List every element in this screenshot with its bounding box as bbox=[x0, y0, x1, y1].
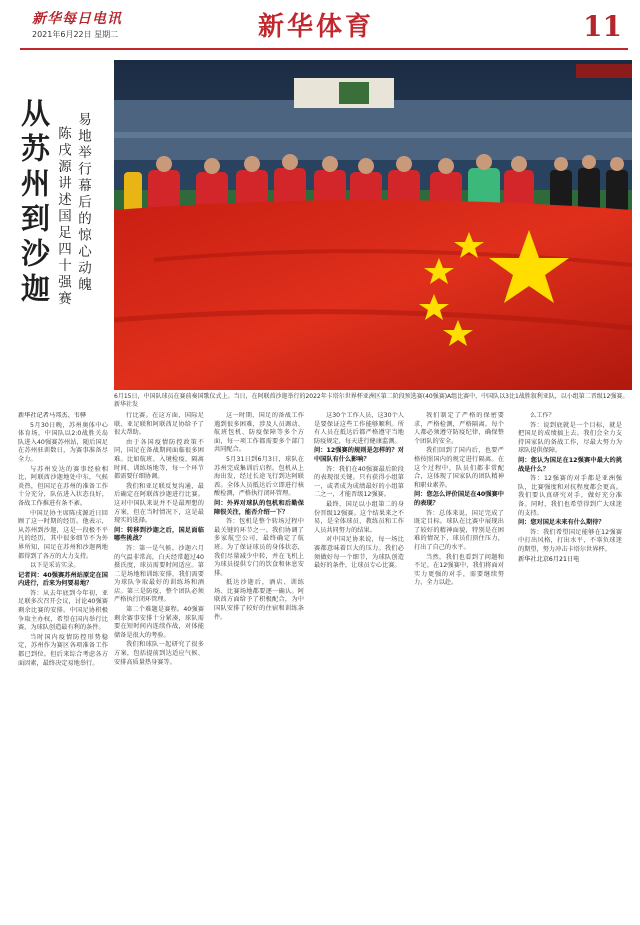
article-paragraph: 最终，国足以小组第二的身份晋级12强赛。这个结果来之不易，是全体球员、教练员和工作人员共同努力的结果。 bbox=[314, 500, 404, 534]
article-question: 问：转移到沙迦之后，国足面临哪些挑战？ bbox=[114, 526, 204, 543]
article-question: 问：外界对球队的包机和后勤保障很关注，能否介绍一下？ bbox=[214, 499, 304, 516]
headline-subtitle-1: 易地举行幕后的惊心动魄 bbox=[75, 112, 91, 294]
headline-title-line2: 到沙迦 bbox=[17, 203, 51, 308]
article-paragraph: 我们回到了国内后，也要严格按照国内的规定进行隔离。在这个过程中，队员们都非常配合，这体现了国家队的团队精神和职业素养。 bbox=[414, 447, 504, 489]
article-paragraph: 答：12强赛的对手都是亚洲强队，比赛强度和对抗程度都会更高。我们要认真研究对手，做好充分准备。同时，我们也希望得到广大球迷的支持。 bbox=[518, 475, 622, 517]
article-paragraph: 5月31日到6月3日，球队在苏州完成集训后启程。包机从上海出发，经过长途飞行到达阿联酋。全体人员抵达后立即进行核酸检测，严格执行闭环管理。 bbox=[214, 455, 304, 498]
article-paragraph: 第二个难题是赛程。40强赛剩余赛事安排十分紧凑，球队需要在短时间内连续作战，对体能储备是很大的考验。 bbox=[114, 606, 204, 639]
article-paragraph: 这30个工作人员，这30个人是要保证这些工作能够顺利。所有人员在抵达后都严格遵守当地防疫规定，每天进行健康监测。 bbox=[314, 412, 404, 445]
team-photo-illustration bbox=[114, 60, 632, 390]
article-column-6 bbox=[518, 412, 622, 565]
page-number: 11 bbox=[583, 10, 622, 43]
article-question: 问：您认为国足在12强赛中最大的挑战是什么？ bbox=[518, 456, 622, 473]
article-column-1 bbox=[18, 412, 108, 669]
article-paragraph: 答：第一是气候。沙迦六月的气温非常高，白天经常超过40摄氏度，球员需要时间适应。第二是场地和训练安排，我们需要为球队争取最好的训练场和酒店。第三是防疫，整个团队必须严格执行闭环管理。 bbox=[114, 544, 204, 604]
article-question: 问：12强赛的规则是怎样的？对中国队有什么影响？ bbox=[314, 447, 404, 463]
article-paragraph: 答：我们希望国足能够在12强赛中打出风格，打出水平，不辜负球迷的期望，努力冲击卡塔尔世界杯。 bbox=[518, 528, 622, 553]
article-paragraph: 这一时期，国足的备战工作遇到很多困难，涉及人员调动、航班包机、防疫保障等多个方面，每一项工作都需要多个部门共同配合。 bbox=[214, 412, 304, 454]
article-paragraph: 5月30日晚，苏州奥体中心体育场，中国队以2:0战胜关岛队进入40强赛苏州站，随后国足在苏州驻训数日，为赛事准备尽全力。 bbox=[18, 421, 108, 463]
headline-title bbox=[18, 98, 50, 398]
article-question: 问：您怎么评价国足在40强赛中的表现？ bbox=[414, 491, 504, 507]
article-question: 记者问：40强赛苏州站原定在国内进行，后来为何要易地？ bbox=[18, 571, 108, 588]
article-paragraph: 答：从去年底到今年初，亚足联多次召开会议，讨论40强赛剩余比赛的安排。中国足协积极争取主办权，希望在国内举行比赛，为球队创造最有利的条件。 bbox=[18, 589, 108, 632]
article-column-2 bbox=[114, 412, 204, 668]
article-paragraph: 与苏州发达的赛事经验相比，阿联酋沙迦地处中东，气候炎热，但国足在苏州的准备工作十分充分，队伍进入状态良好，备战工作推进有条不紊。 bbox=[18, 465, 108, 507]
brand-logo: 新华每日电讯 bbox=[32, 11, 122, 27]
headline-subtitle-2: 陈戌源讲述国足四十强赛 bbox=[55, 126, 71, 308]
article-paragraph: 我们和亚足联反复沟通，最后确定在阿联酋沙迦进行比赛。这对中国队来说并不是最理想的方案，但在当时情况下，这是最现实的选择。 bbox=[114, 482, 204, 525]
article-paragraph: 以下是采访实录。 bbox=[30, 562, 80, 570]
article-column-3 bbox=[214, 412, 304, 623]
photo-caption: 6月15日，中国队球员在赛前奏国歌仪式上。当日，在阿联酋沙迦举行的2022年卡塔尔世界杯亚洲区第二阶段预选赛(40强赛)A组比赛中，中国队以3比1战胜叙利亚队，以小组第二晋级12强赛。 新华社发 bbox=[114, 393, 629, 408]
article-paragraph: 当时国内疫情防控形势稳定，苏州作为赛区各项准备工作都已到位。但后来综合考虑各方面因素，最终决定易地举行。 bbox=[18, 633, 108, 667]
masthead bbox=[0, 0, 640, 50]
article-paragraph: 我们和球队一起研究了很多方案，包括提前到达适应气候、安排高质量热身赛等。 bbox=[114, 641, 204, 666]
page-title: 新华体育 bbox=[258, 12, 375, 42]
article-question: 问：您对国足未来有什么期待？ bbox=[518, 519, 605, 527]
team-photo bbox=[114, 60, 632, 390]
article-paragraph: 当然，我们也看到了问题和不足。在12强赛中，我们将面对实力更强的对手，需要继续努力，全力以赴。 bbox=[414, 553, 504, 587]
issue-date: 2021年6月22日 星期二 bbox=[32, 30, 119, 39]
article-column-4 bbox=[314, 412, 404, 572]
article-paragraph: 抵达沙迦后，酒店、训练场、比赛场地都要逐一确认。阿联酋方面给予了积极配合，为中国队安排了较好的住宿和训练条件。 bbox=[214, 579, 304, 621]
article-body bbox=[18, 412, 622, 912]
article-paragraph: 由于各国疫情防控政策不同，国足在备战期间面临很多困难。比如航班、入境检疫、隔离时间、训练场地等，每一个环节都需要仔细协调。 bbox=[114, 438, 204, 481]
article-paragraph: 答：说到底就是一个目标，就是把国足的成绩搞上去。我们会全力支持国家队的备战工作，尽最大努力为球队提供保障。 bbox=[518, 421, 622, 455]
article-paragraph: 中国足协主席陈戌源近日回顾了这一时期的经历。他表示，从苏州到沙迦，这是一段极不平凡的经历，其中很多细节不为外界所知，国足在苏州和沙迦两地都得到了各方的大力支持。 bbox=[18, 509, 108, 560]
article-paragraph: 答：我们在40强赛最后阶段的表现很关键。只有获得小组第一，或者成为成绩最好的小组第二之一，才能晋级12强赛。 bbox=[314, 465, 404, 499]
article-paragraph: 么工作？ bbox=[530, 412, 555, 419]
article-column-5 bbox=[414, 412, 504, 589]
headline-title-line1: 从苏州 bbox=[17, 98, 51, 203]
article-paragraph: 答：包机是整个转场过程中最关键的环节之一。我们协调了多家航空公司，最终确定了航班。为了保证球员的身体状态，我们尽量减少中转，并在飞机上为球员提供专门的饮食和休息安排。 bbox=[214, 518, 304, 577]
masthead-divider bbox=[20, 48, 628, 50]
article-paragraph: 对中国足协来说，每一场比赛都意味着巨大的压力。我们必须做好每一个细节，为球队创造最好的条件，让球员专心比赛。 bbox=[314, 536, 404, 570]
article-paragraph: 我们制定了严格的保密要求，严格检测，严格隔离。每个人都必须遵守防疫纪律，确保整个团队的安全。 bbox=[414, 412, 504, 445]
article-dateline: 新华社北京6月21日电 bbox=[518, 555, 580, 563]
article-paragraph: 行比赛。在这方面，国际足联、亚足联和阿联酋足协给予了很大帮助。 bbox=[114, 412, 204, 437]
article-byline: 新华社记者马邦杰、韦骅 bbox=[18, 412, 87, 419]
article-paragraph: 答：总体来说，国足完成了既定目标。球队在比赛中展现出了较好的精神面貌，特别是在困难的情况下，球员们顶住压力，打出了自己的水平。 bbox=[414, 509, 504, 551]
